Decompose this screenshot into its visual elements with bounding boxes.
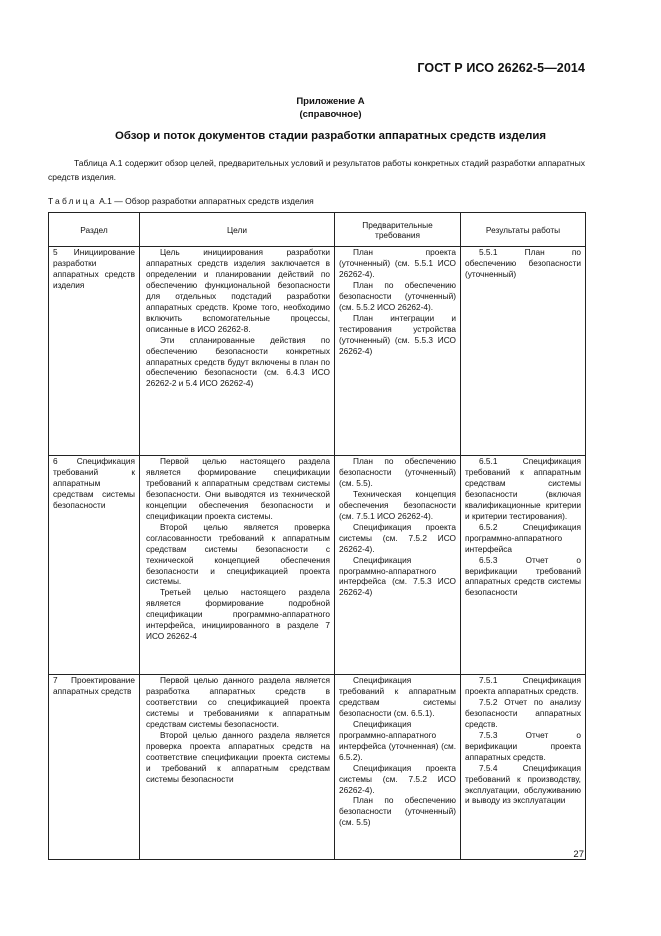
section-cell [49, 456, 140, 675]
column-header-results: Результаты работы [461, 213, 586, 247]
prereq-paragraph: План проекта (уточненный) (см. 5.5.1 ИСО 26262-4). [339, 247, 456, 279]
result-paragraph: 7.5.1 Спецификация проекта аппаратных средств. [465, 675, 581, 696]
column-header-goals: Цели [140, 213, 335, 247]
prereq-cell [335, 247, 461, 456]
goal-paragraph: Первой целью данного раздела является разработка аппаратных средств в соответствии со спецификацией проекта системы и требованиями к аппаратным средствам системы безопасности. [146, 675, 330, 729]
page-number: 27 [573, 849, 584, 860]
goal-paragraph: Цель инициирования разработки аппаратных средств изделия заключается в определении и планировании действий по обеспечению функциональной безопасности для отдельных подстадий разработки аппаратных средств. Кроме того, необходимо включить вспомогательные процессы, описанные в ИСО 26262-8. [146, 247, 330, 334]
section-title: Обзор и поток документов стадии разработки аппаратных средств изделия [115, 130, 546, 142]
results-cell [461, 456, 586, 675]
prereq-cell [335, 456, 461, 675]
table-header-row [49, 213, 586, 247]
column-header-prerequisites: Предварительные требования [335, 213, 461, 247]
result-paragraph: 7.5.4 Спецификация требований к производству, эксплуатации, обслуживанию и выводу из эксплуатации [465, 762, 581, 806]
overview-table [48, 212, 586, 860]
goals-cell [140, 456, 335, 675]
goal-paragraph: Второй целью является проверка согласованности требований к аппаратным средствам системы безопасности с технической концепцией обеспечения безопасности и спецификацией проекта системы. [146, 521, 330, 587]
prereq-paragraph: Спецификация программно-аппаратного интерфейса (уточненная) (см. 6.5.2). [339, 718, 456, 762]
prereq-paragraph: Спецификация программно-аппаратного интерфейса (см. 7.5.3 ИСО 26262-4) [339, 554, 456, 598]
table-caption-label: Таблица [48, 196, 97, 206]
table-caption-text: А.1 — Обзор разработки аппаратных средств изделия [96, 196, 314, 206]
result-paragraph: 7.5.2 Отчет по анализу безопасности аппаратных средств. [465, 696, 581, 729]
prereq-paragraph: Спецификация требований к аппаратным средствам системы безопасности (см. 6.5.1). [339, 675, 456, 718]
goal-paragraph: Второй целью данного раздела является проверка проекта аппаратных средств на соответствие спецификации проекта системы и требований к аппаратным средствам системы безопасности [146, 729, 330, 784]
goal-paragraph: Эти спланированные действия по обеспечению безопасности конкретных аппаратных средств будут включены в план по обеспечению безопасности (см. 6.4.3 ИСО 26262-2 и 5.4 ИСО 26262-4) [146, 334, 330, 389]
goal-paragraph: Первой целью настоящего раздела является формирование спецификации требований к аппаратным средствам системы безопасности. Они выводятся из технической концепции обеспечения безопасности и спецификации проекта системы. [146, 456, 330, 521]
goals-cell [140, 247, 335, 456]
prereq-paragraph: План интеграции и тестирования устройства (уточненный) (см. 5.5.3 ИСО 26262-4) [339, 312, 456, 356]
results-cell [461, 675, 586, 860]
standard-designation: ГОСТ Р ИСО 26262-5—2014 [417, 61, 585, 75]
goal-paragraph: Третьей целью настоящего раздела является формирование подробной спецификации программно-аппаратного интерфейса, инициированного в разделе 7 ИСО 26262-4 [146, 587, 330, 642]
result-paragraph: 6.5.2 Спецификация программно-аппаратного интерфейса [465, 521, 581, 554]
prereq-paragraph: Спецификация проекта системы (см. 7.5.2 ИСО 26262-4). [339, 762, 456, 795]
goals-cell [140, 675, 335, 860]
section-text: 5 Инициирование разработки аппаратных средств изделия [53, 247, 135, 290]
prereq-paragraph: План по обеспечению безопасности (уточненный) (см. 5.5). [339, 456, 456, 488]
result-paragraph: 6.5.1 Спецификация требований к аппаратным средствам системы безопасности (включая квалификационные критерии и критерии тестирования). [465, 456, 581, 521]
prereq-paragraph: Спецификация проекта системы (см. 7.5.2 ИСО 26262-4). [339, 521, 456, 554]
column-header-section: Раздел [49, 213, 140, 247]
table-row [49, 247, 586, 456]
results-cell [461, 247, 586, 456]
table-caption [48, 196, 314, 206]
prereq-paragraph: План по обеспечению безопасности (уточненный) (см. 5.5) [339, 795, 456, 828]
section-cell [49, 675, 140, 860]
table-row [49, 675, 586, 860]
annex-title: Приложение А [296, 96, 365, 107]
section-cell [49, 247, 140, 456]
section-text: 7 Проектирование аппаратных средств [53, 675, 135, 696]
result-paragraph: 6.5.3 Отчет о верификации требований аппаратных средств системы безопасности [465, 554, 581, 598]
intro-paragraph: Таблица А.1 содержит обзор целей, предварительных условий и результатов работы конкретных стадий разработки аппаратных средств изделия. [48, 158, 585, 182]
table-row [49, 456, 586, 675]
prereq-paragraph: Техническая концепция обеспечения безопасности (см. 7.5.1 ИСО 26262-4). [339, 488, 456, 521]
prereq-cell [335, 675, 461, 860]
section-text: 6 Спецификация требований к аппаратным средствам системы безопасности [53, 456, 135, 510]
result-paragraph: 7.5.3 Отчет о верификации проекта аппаратных средств. [465, 729, 581, 762]
prereq-paragraph: План по обеспечению безопасности (уточненный) (см. 5.5.2 ИСО 26262-4). [339, 279, 456, 312]
result-paragraph: 5.5.1 План по обеспечению безопасности (уточненный) [465, 247, 581, 279]
annex-kind: (справочное) [299, 109, 362, 120]
